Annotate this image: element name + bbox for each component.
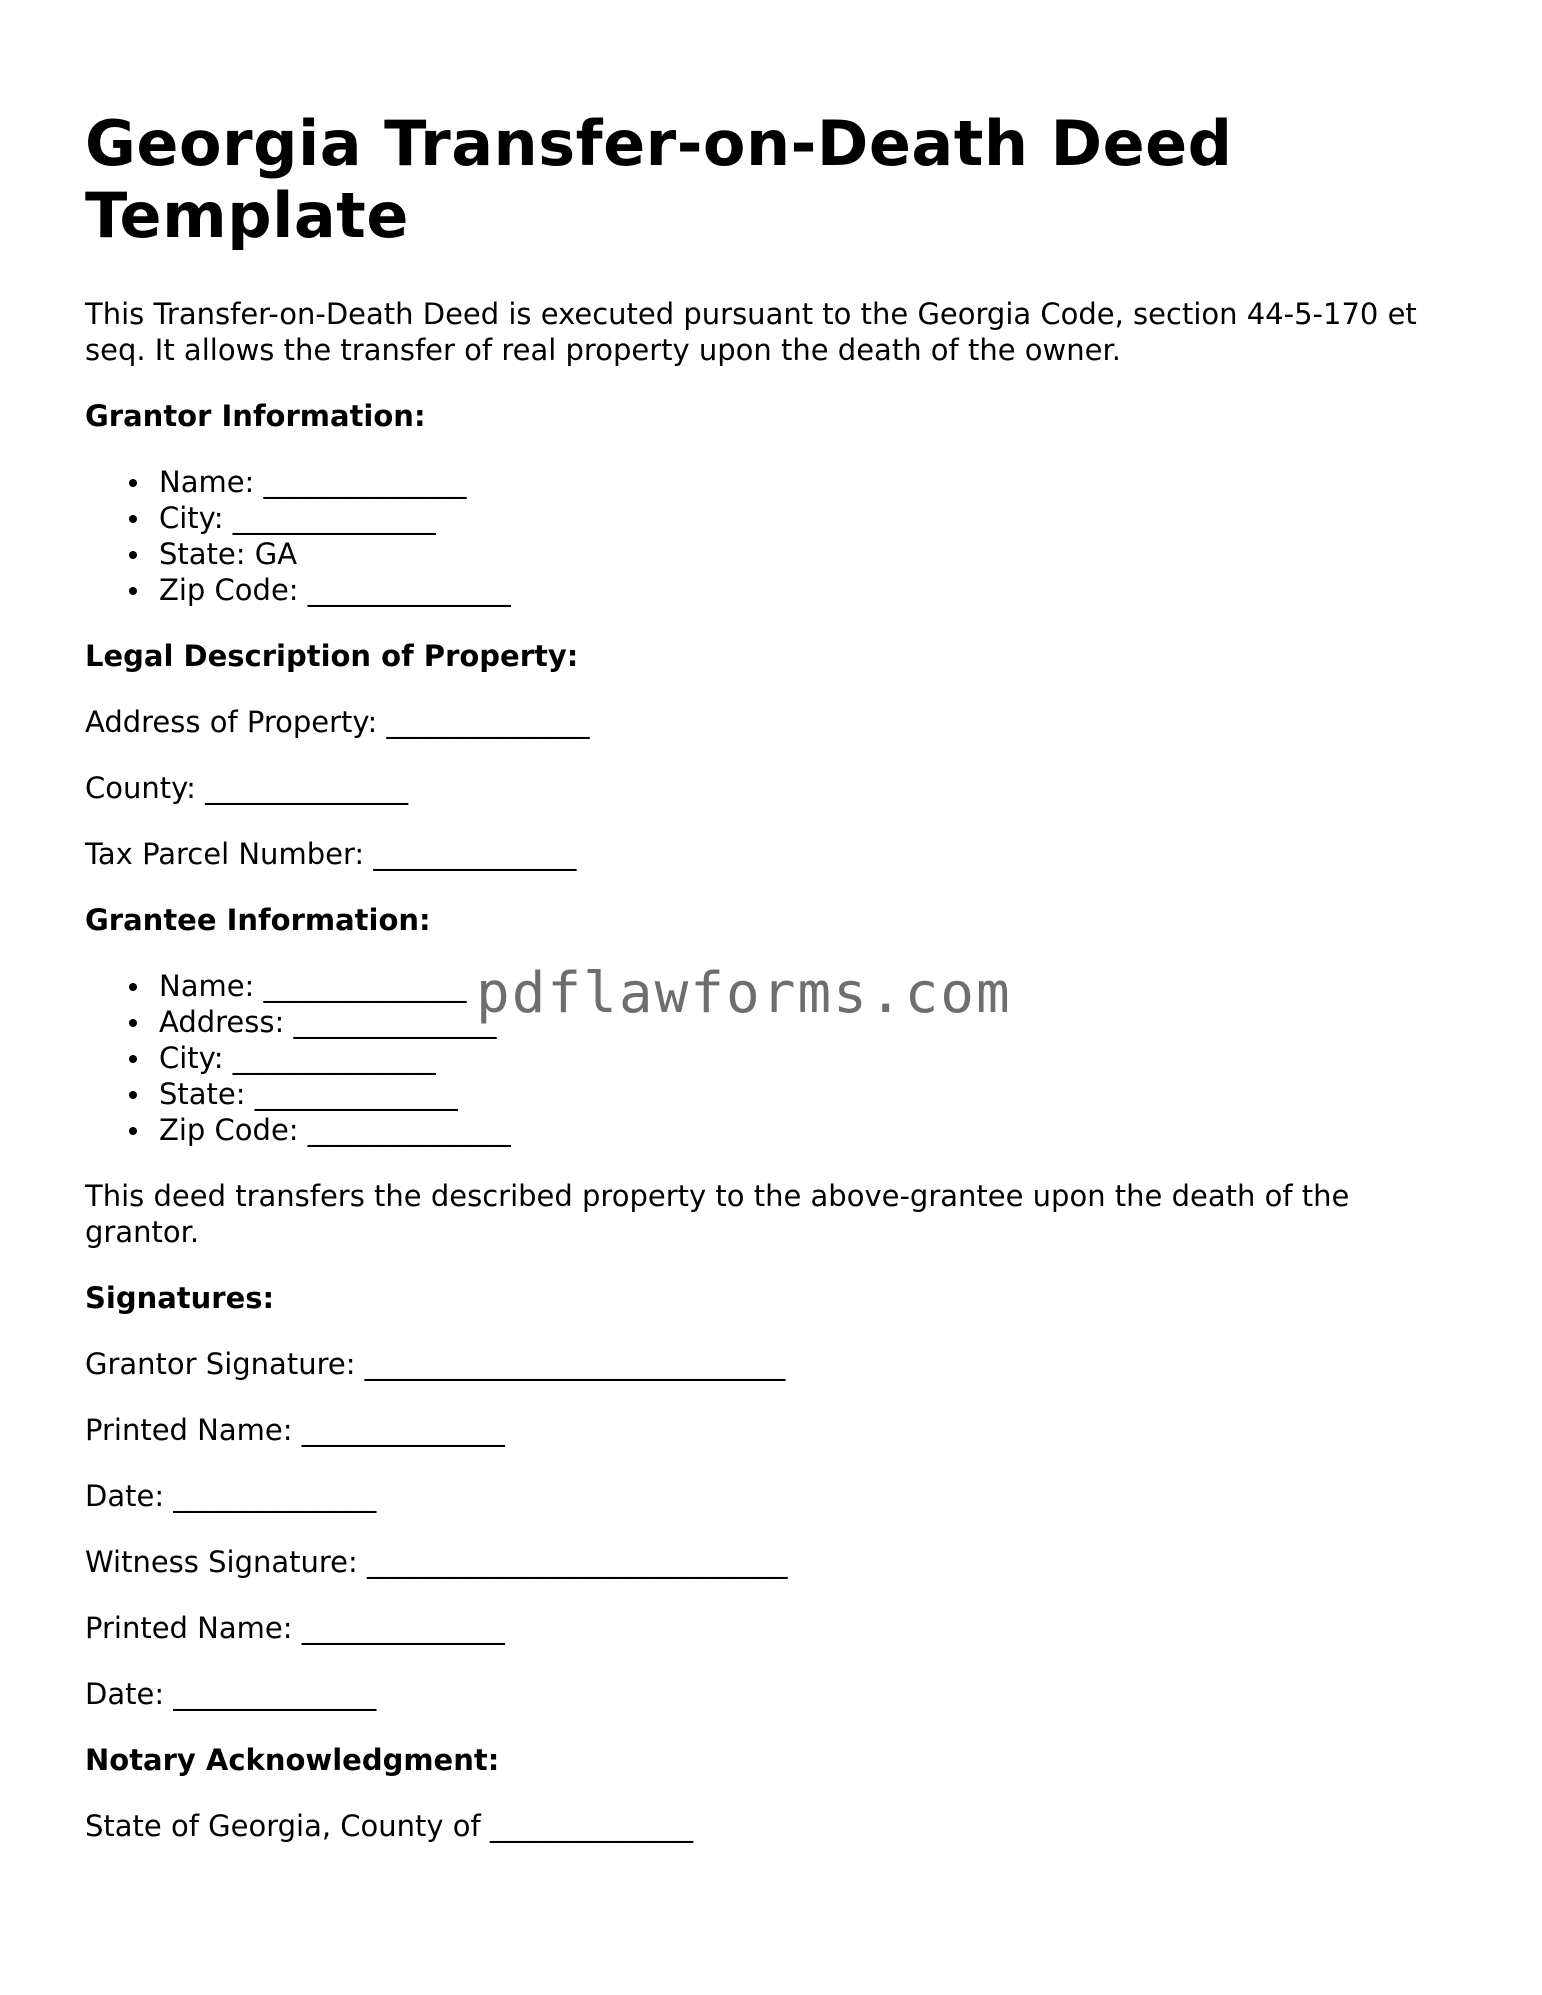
property-address-field: Address of Property: ______________ [85, 705, 590, 739]
grantor-date-field: Date: ______________ [85, 1479, 377, 1513]
witness-date-field: Date: ______________ [85, 1677, 377, 1711]
grantor-signature-field: Grantor Signature: _____________________________ [85, 1347, 786, 1381]
document-title: Georgia Transfer-on-Death Deed Template [85, 107, 1233, 252]
property-county-field: County: ______________ [85, 771, 409, 805]
grantee-city-field: City: ______________ [159, 1040, 1465, 1076]
grantor-city-field: City: ______________ [159, 500, 1465, 536]
grantor-list [85, 464, 1465, 608]
grantee-zip-field: Zip Code: ______________ [159, 1112, 1465, 1148]
grantor-name-field: Name: ______________ [159, 464, 1465, 500]
watermark: pdflawforms.com [476, 961, 1012, 1026]
grantee-state-field: State: ______________ [159, 1076, 1465, 1112]
intro-paragraph: This Transfer-on-Death Deed is executed pursuant to the Georgia Code, section 44-5-170 et seq. It allows the transfer of real property upon the death of the owner. [85, 297, 1417, 367]
grantor-heading: Grantor Information: [85, 399, 426, 433]
property-parcel-field: Tax Parcel Number: ______________ [85, 837, 577, 871]
notary-state-county-field: State of Georgia, County of ______________ [85, 1809, 693, 1843]
grantor-state-field: State: GA [159, 536, 1465, 572]
property-heading: Legal Description of Property: [85, 639, 579, 673]
grantee-address-field: Address: ______________ [159, 1004, 1465, 1040]
grantor-zip-field: Zip Code: ______________ [159, 572, 1465, 608]
transfer-statement: This deed transfers the described property to the above-grantee upon the death of the grantor. [85, 1179, 1350, 1249]
grantee-name-field: Name: ______________ [159, 968, 1465, 1004]
witness-printed-name-field: Printed Name: ______________ [85, 1611, 505, 1645]
notary-heading: Notary Acknowledgment: [85, 1743, 500, 1777]
grantor-printed-name-field: Printed Name: ______________ [85, 1413, 505, 1447]
witness-signature-field: Witness Signature: _____________________________ [85, 1545, 788, 1579]
signatures-heading: Signatures: [85, 1281, 275, 1315]
grantee-heading: Grantee Information: [85, 903, 431, 937]
